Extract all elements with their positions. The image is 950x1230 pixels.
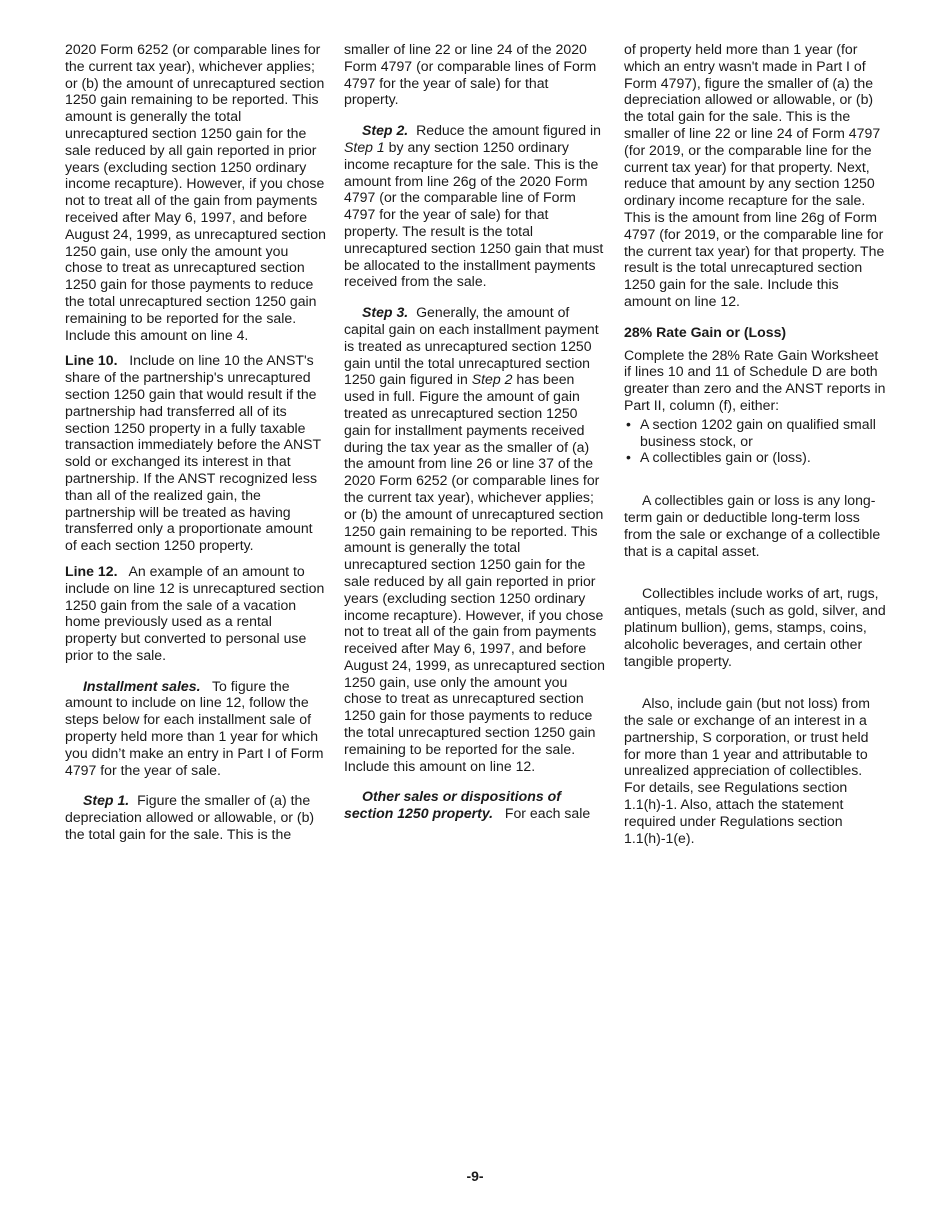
- collectibles-examples: Collectibles include works of art, rugs, antiques, metals (such as gold, silver, and platinum bullion), gems, stamps, coins, alcoholic beverages, and certain other tangible property.: [624, 585, 886, 669]
- line-10-text: Include on line 10 the ANST's share of the partnership's unrecaptured section 1250 gain that would result if the partnership had transferred all of its section 1250 property in a fully taxable transaction immediately before the ANST sold or exchanged its interest in that partnership. If the ANST recognized less than all of the realized gain, the partnership will be treated as having transferred only a proportionate amount of each section 1250 property.: [65, 352, 321, 554]
- worksheet-intro: Complete the 28% Rate Gain Worksheet if lines 10 and 11 of Schedule D are both greater than zero and the ANST reports in Part II, column (f), either:: [624, 346, 886, 413]
- paragraph-continued: 2020 Form 6252 (or comparable lines for the current tax year), whichever applies; or (b) the amount of unrecaptured section 1250 gain remaining to be reported. This amount is generally the total unrecaptured section 1250 gain for the sale reduced by all gain reported in prior years (excluding section 1250 ordinary income recapture). However, if you chose not to treat all of the gain from payments received after May 6, 1997, and before August 24, 1999, as unrecaptured section 1250 gain, use only the amount you chose to treat as unrecaptured section 1250 gain for those payments to reduce the total unrecaptured section 1250 gain remaining to be reported for the sale. Include this amount on line 4.: [65, 41, 326, 343]
- line-10-paragraph: [65, 352, 327, 554]
- step-3-text-b: has been used in full. Figure the amount of gain treated as unrecaptured section 1250 gain for installment payments received during the tax year as the smaller of (a) the amount from line 26 or line 37 of the 2020 Form 6252 (or comparable lines for the current tax year), whichever applies; or (b) the amount of unrecaptured section 1250 gain remaining to be reported. This amount is generally the total unrecaptured section 1250 gain for the sale reduced by all gain reported in prior years (excluding section 1250 ordinary income recapture). However, if you chose not to treat all of the gain from payments received after May 6, 1997, and before August 24, 1999, as unrecaptured section 1250 gain, use only the amount you chose to treat as unrecaptured section 1250 gain for those payments to reduce the total unrecaptured section 1250 gain remaining to be reported for the sale. Include this amount on line 12.: [344, 371, 605, 774]
- line-12-paragraph: [65, 563, 327, 664]
- other-sales-text: For each sale: [504, 805, 591, 822]
- also-include-paragraph: Also, include gain (but not loss) from the sale or exchange of an interest in a partnership, S corporation, or trust held for more than 1 year and attributable to unrealized appreciation of collectibles. For details, see Regulations section 1.1(h)-1. Also, attach the statement required under Regulations section 1.1(h)-1(e).: [624, 695, 870, 846]
- paragraph-continued: of property held more than 1 year (for which an entry wasn't made in Part I of Form 4797), figure the smaller of (a) the depreciation allowed or allowable, or (b) the total gain for the sale. This is the smaller of line 22 or line 24 of Form 4797 (for 2019, or the comparable line for the current tax year) for that property. Next, reduce that amount by any section 1250 ordinary income recapture for the sale. This is the amount from line 26g of Form 4797 (for 2019, or the comparable line for the current tax year) for that property. The result is the total unrecaptured section 1250 gain for the sale. Include this amount on line 12.: [624, 41, 885, 309]
- step-1-paragraph: [65, 792, 327, 842]
- other-sales-paragraph: [344, 788, 606, 822]
- step-1-heading: Step 1.: [83, 792, 130, 809]
- step-3-heading: Step 3.: [362, 304, 409, 321]
- step-3-paragraph: [344, 304, 606, 774]
- collectibles-definition: A collectibles gain or loss is any long-term gain or deductible long-term loss from the sale or exchange of a collectible that is a capital asset.: [624, 492, 881, 559]
- section-heading: 28% Rate Gain or (Loss): [624, 323, 787, 340]
- list-item: • A section 1202 gain on qualified small business stock, or: [624, 416, 886, 450]
- step-2-paragraph: [344, 122, 606, 290]
- step-1-reference: Step 1: [344, 138, 385, 155]
- installment-sales-text: To figure the amount to include on line 12, follow the steps below for each installment sale of property held more than 1 year for which you didn’t make an entry in Part I of Form 4797 for the year of sale.: [65, 677, 324, 778]
- installment-sales-heading: Installment sales.: [83, 677, 201, 694]
- step-1-text: Figure the smaller of (a) the depreciation allowed or allowable, or (b) the total gain for the sale. This is the: [65, 792, 315, 843]
- column-3: [624, 41, 886, 855]
- line-10-heading: Line 10.: [65, 352, 118, 369]
- other-sales-heading: Other sales or dispositions of section 1250 property.: [344, 788, 561, 822]
- line-12-heading: Line 12.: [65, 562, 118, 579]
- list-item: • A collectibles gain or (loss).: [624, 449, 886, 466]
- step-3-text-a: Generally, the amount of capital gain on each installment payment is treated as unrecaptured section 1250 gain until the total unrecaptured section 1250 gain figured in: [344, 304, 599, 388]
- installment-sales-paragraph: [65, 678, 327, 779]
- bullet-list: [624, 416, 886, 466]
- step-2-text-b: by any section 1250 ordinary income recapture for the sale. This is the amount from line 26g of the 2020 Form 4797 (or the comparable line of Form 4797 for the year of sale) for that property. The result is the total unrecaptured section 1250 gain that must be allocated to the installment payments received from the sale.: [344, 138, 604, 290]
- step-2-text-a: Reduce the amount figured in: [416, 122, 601, 139]
- step-2-heading: Step 2.: [362, 122, 409, 139]
- paragraph-continued: smaller of line 22 or line 24 of the 2020 Form 4797 (or comparable lines of Form 4797 for the year of sale) for that property.: [344, 41, 597, 108]
- column-1: [65, 41, 327, 852]
- line-12-text: An example of an amount to include on line 12 is unrecaptured section 1250 gain from the sale of a vacation home previously used as a rental property but converted to personal use prior to the sale.: [65, 562, 325, 663]
- page-number: -9-: [466, 1168, 484, 1184]
- column-2: [344, 41, 606, 831]
- step-2-reference: Step 2: [471, 371, 513, 388]
